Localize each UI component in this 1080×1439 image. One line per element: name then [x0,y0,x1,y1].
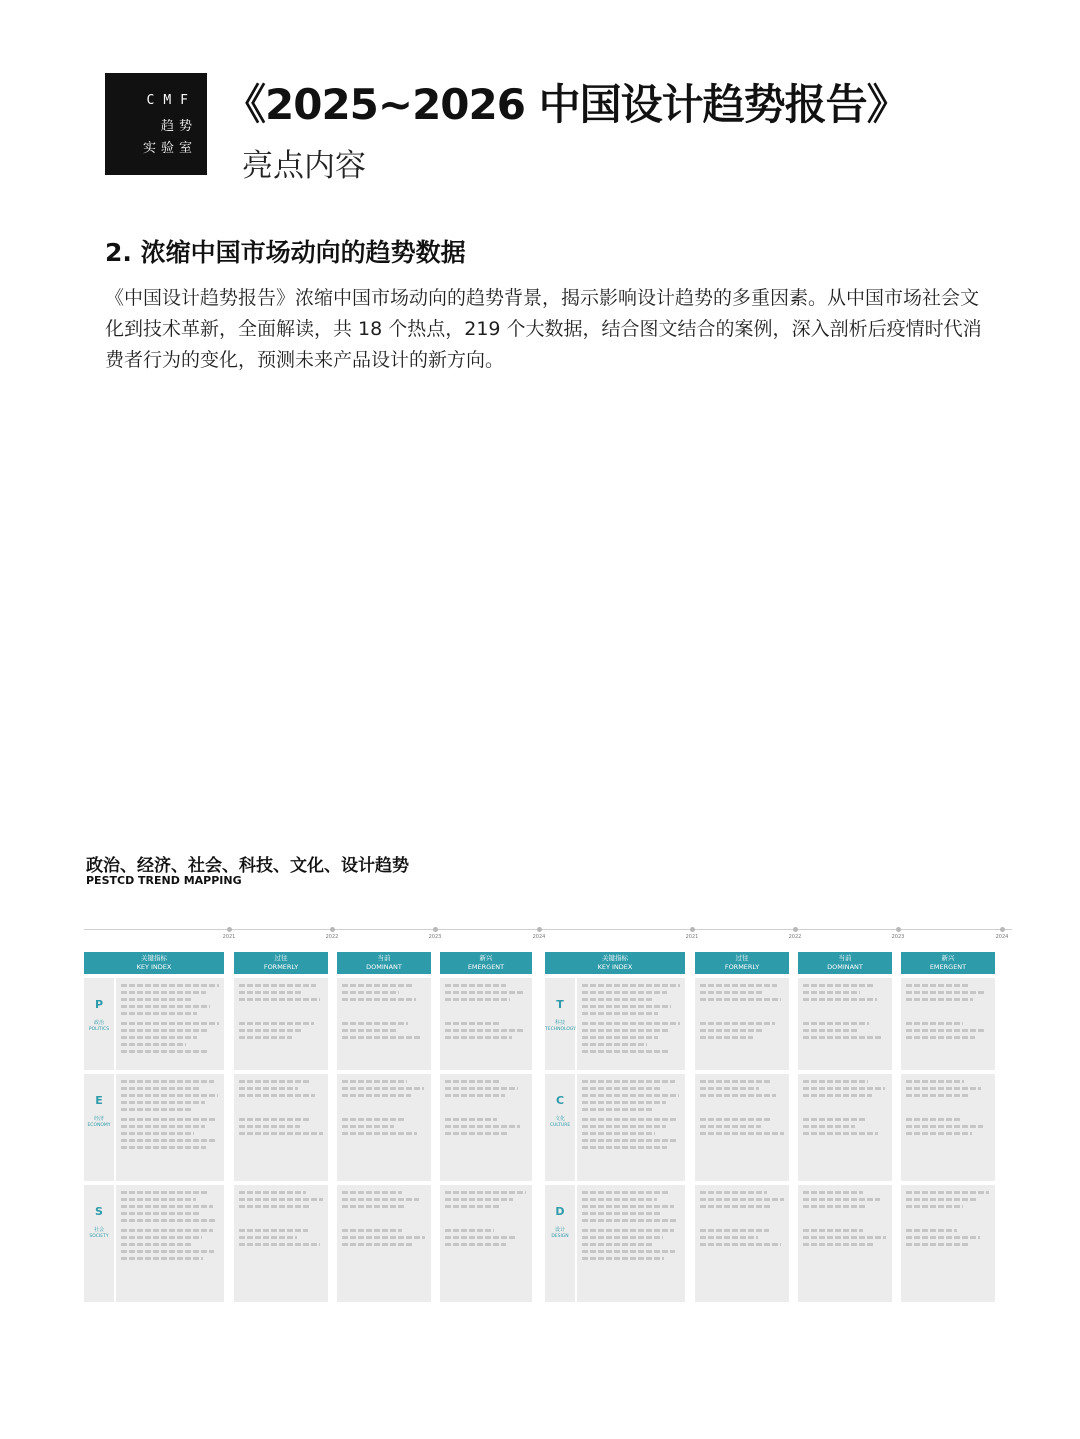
text-placeholder-line [239,1087,298,1090]
text-placeholder-line [121,1022,219,1025]
text-placeholder-line [906,1236,980,1239]
mapping-title: 政治、经济、社会、科技、文化、设计趋势 [86,856,409,876]
text-placeholder-line [445,1118,497,1121]
text-placeholder-line [700,984,777,987]
row-letter: C [555,1094,565,1107]
text-placeholder-line [342,1036,420,1039]
text-placeholder-line [582,1029,669,1032]
trend-cell [695,978,789,1070]
timeline-label: 2024 [532,934,546,940]
text-placeholder-line [445,998,510,1001]
row-label-zh: 社会 [93,1227,104,1233]
column-header-en: DOMINANT [827,963,863,971]
timeline-label: 2021 [685,934,699,940]
text-placeholder-line [700,1229,769,1232]
column-header [337,952,431,974]
row-label-zh: 设计 [554,1227,565,1233]
text-placeholder-line [803,1229,863,1232]
column-header [234,952,328,974]
trend-cell [901,978,995,1070]
timeline-label: 2023 [891,934,905,940]
text-placeholder-line [803,1236,886,1239]
timeline-label: 2023 [428,934,442,940]
text-placeholder-line [803,1087,885,1090]
text-placeholder-line [342,1191,402,1194]
text-placeholder-line [582,991,667,994]
text-placeholder-line [582,1229,674,1232]
column-header-en: FORMERLY [263,963,299,971]
timeline-dot [537,927,542,932]
text-placeholder-line [342,1229,402,1232]
timeline-axis [84,929,1012,930]
trend-cell [234,1074,328,1181]
cmf-logo [105,73,207,175]
row-label-society [84,1185,114,1302]
timeline-label: 2024 [995,934,1009,940]
timeline-dot [1000,927,1005,932]
text-placeholder-line [906,1094,968,1097]
text-placeholder-line [582,1094,679,1097]
column-header-zh: 过往 [735,954,749,962]
column-header-zh: 当前 [377,954,391,962]
text-placeholder-line [121,1005,210,1008]
text-placeholder-line [445,1243,506,1246]
text-placeholder-line [700,1094,776,1097]
row-letter: P [94,998,104,1011]
column-header-zh: 当前 [838,954,852,962]
trend-cell [234,1185,328,1302]
row-label-en: CULTURE [549,1123,571,1128]
row-label-en: SOCIETY [89,1234,109,1239]
row-label-en: ECONOMY [87,1123,111,1128]
text-placeholder-line [803,1205,867,1208]
trend-cell [116,1074,224,1181]
text-placeholder-line [121,1080,214,1083]
trend-cell [798,1074,892,1181]
text-placeholder-line [342,1125,394,1128]
timeline-label: 2022 [325,934,339,940]
trend-cell [440,978,532,1070]
text-placeholder-line [445,1205,500,1208]
pestcd-panel-right [545,952,997,1302]
text-placeholder-line [906,984,969,987]
text-placeholder-line [121,1125,205,1128]
text-placeholder-line [582,1005,671,1008]
text-placeholder-line [121,1219,217,1222]
trend-cell [116,978,224,1070]
trend-cell [695,1074,789,1181]
text-placeholder-line [121,1212,200,1215]
text-placeholder-line [342,1080,407,1083]
text-placeholder-line [445,1080,501,1083]
text-placeholder-line [803,1198,880,1201]
text-placeholder-line [342,1132,417,1135]
trend-cell [798,978,892,1070]
text-placeholder-line [906,1118,960,1121]
text-placeholder-line [906,1191,989,1194]
timeline-label: 2022 [788,934,802,940]
column-header-en: KEY INDEX [597,963,633,971]
mapping-subtitle: PESTCD TREND MAPPING [86,874,242,887]
text-placeholder-line [906,1022,963,1025]
text-placeholder-line [803,1132,878,1135]
text-placeholder-line [239,1036,292,1039]
text-placeholder-line [121,1198,196,1201]
text-placeholder-line [121,1146,206,1149]
column-header [545,952,685,974]
trend-cell [901,1185,995,1302]
text-placeholder-line [239,1191,306,1194]
text-placeholder-line [700,1029,764,1032]
trend-cell [337,1185,431,1302]
text-placeholder-line [803,991,860,994]
text-placeholder-line [700,998,781,1001]
text-placeholder-line [121,1108,192,1111]
text-placeholder-line [342,1087,424,1090]
text-placeholder-line [906,991,986,994]
row-label-economy [84,1074,114,1181]
text-placeholder-line [700,1191,767,1194]
text-placeholder-line [906,1198,976,1201]
trend-cell [337,978,431,1070]
text-placeholder-line [906,1205,963,1208]
text-placeholder-line [582,1043,647,1046]
column-header-zh: 过往 [274,954,288,962]
text-placeholder-line [700,1118,772,1121]
pestcd-panel-left [84,952,532,1302]
text-placeholder-line [121,1029,208,1032]
text-placeholder-line [445,1191,526,1194]
text-placeholder-line [121,1229,213,1232]
text-placeholder-line [582,1243,652,1246]
trend-cell [116,1185,224,1302]
text-placeholder-line [803,1036,881,1039]
timeline-dot [690,927,695,932]
timeline-dot [227,927,232,932]
text-placeholder-line [582,1205,674,1208]
text-placeholder-line [906,1036,975,1039]
text-placeholder-line [445,1022,500,1025]
text-placeholder-line [342,1118,405,1121]
text-placeholder-line [582,1139,678,1142]
text-placeholder-line [700,1205,771,1208]
trend-cell [577,978,685,1070]
text-placeholder-line [121,1139,217,1142]
text-placeholder-line [239,1243,320,1246]
text-placeholder-line [582,1236,663,1239]
trend-cell [440,1185,532,1302]
column-header-zh: 新兴 [479,954,493,962]
trend-cell [234,978,328,1070]
text-placeholder-line [239,991,303,994]
text-placeholder-line [906,1125,983,1128]
column-header-zh: 新兴 [941,954,955,962]
text-placeholder-line [582,998,654,1001]
text-placeholder-line [121,1257,203,1260]
text-placeholder-line [700,1198,784,1201]
column-header-en: FORMERLY [724,963,760,971]
text-placeholder-line [803,1191,863,1194]
text-placeholder-line [700,1243,781,1246]
text-placeholder-line [445,1132,509,1135]
text-placeholder-line [239,1094,315,1097]
text-placeholder-line [582,1250,675,1253]
text-placeholder-line [582,1257,664,1260]
timeline-label: 2021 [222,934,236,940]
row-label-en: POLITICS [88,1027,110,1032]
text-placeholder-line [906,1243,969,1246]
text-placeholder-line [342,991,399,994]
page-title: 《2025~2026 中国设计趋势报告》 [224,80,908,129]
column-header-zh: 关键指标 [141,954,167,962]
text-placeholder-line [700,1080,772,1083]
text-placeholder-line [239,998,320,1001]
row-letter: T [556,998,564,1011]
column-header [84,952,224,974]
text-placeholder-line [121,1243,191,1246]
row-letter: D [555,1205,565,1218]
trend-cell [337,1074,431,1181]
text-placeholder-line [445,1198,513,1201]
row-label-culture [545,1074,575,1181]
text-placeholder-line [445,1029,523,1032]
text-placeholder-line [582,1050,670,1053]
text-placeholder-line [803,984,873,987]
text-placeholder-line [803,1080,868,1083]
column-header [695,952,789,974]
row-letter: S [95,1205,103,1218]
row-label-zh: 科技 [554,1020,565,1026]
text-placeholder-line [121,1043,186,1046]
row-label-technology [545,978,575,1070]
text-placeholder-line [906,998,973,1001]
text-placeholder-line [121,984,219,987]
text-placeholder-line [582,1191,670,1194]
text-placeholder-line [445,1087,518,1090]
text-placeholder-line [700,1022,775,1025]
text-placeholder-line [121,998,193,1001]
text-placeholder-line [803,1094,872,1097]
column-header-en: DOMINANT [366,963,402,971]
column-header [798,952,892,974]
text-placeholder-line [803,1029,858,1032]
row-label-design [545,1185,575,1302]
text-placeholder-line [342,1236,425,1239]
trend-cell [695,1185,789,1302]
column-header-en: EMERGENT [467,963,505,971]
trend-cell [440,1074,532,1181]
text-placeholder-line [445,1094,505,1097]
text-placeholder-line [121,1087,201,1090]
column-header-en: EMERGENT [929,963,967,971]
text-placeholder-line [906,1029,986,1032]
text-placeholder-line [803,1118,866,1121]
text-placeholder-line [700,1132,784,1135]
text-placeholder-line [239,1022,314,1025]
text-placeholder-line [906,1080,964,1083]
text-placeholder-line [445,1036,512,1039]
text-placeholder-line [342,984,412,987]
row-label-en: TECHNOLOGY [545,1027,576,1032]
text-placeholder-line [582,1080,675,1083]
column-header-zh: 关键指标 [602,954,628,962]
text-placeholder-line [582,1118,677,1121]
text-placeholder-line [121,1036,197,1039]
timeline-dot [896,927,901,932]
text-placeholder-line [582,984,680,987]
logo-line-1: CMF [146,93,197,108]
text-placeholder-line [582,1132,655,1135]
page-subtitle: 亮点内容 [242,148,366,184]
text-placeholder-line [342,998,416,1001]
text-placeholder-line [342,1022,408,1025]
text-placeholder-line [121,1250,214,1253]
logo-line-3: 实验室 [142,141,197,156]
text-placeholder-line [239,1118,311,1121]
text-placeholder-line [121,1205,213,1208]
text-placeholder-line [582,1022,680,1025]
text-placeholder-line [700,991,764,994]
text-placeholder-line [906,1087,981,1090]
text-placeholder-line [239,1205,310,1208]
text-placeholder-line [121,1132,194,1135]
row-label-politics [84,978,114,1070]
trend-cell [901,1074,995,1181]
row-label-zh: 政治 [93,1020,104,1026]
text-placeholder-line [121,1236,202,1239]
trend-cell [577,1185,685,1302]
text-placeholder-line [121,991,206,994]
timeline-dot [433,927,438,932]
text-placeholder-line [121,1050,209,1053]
text-placeholder-line [582,1012,658,1015]
text-placeholder-line [906,1132,972,1135]
text-placeholder-line [121,1101,205,1104]
text-placeholder-line [121,1118,216,1121]
text-placeholder-line [700,1087,759,1090]
text-placeholder-line [342,1243,414,1246]
text-placeholder-line [445,991,523,994]
text-placeholder-line [239,1029,303,1032]
column-header [440,952,532,974]
text-placeholder-line [803,1022,869,1025]
text-placeholder-line [239,1229,308,1232]
text-placeholder-line [803,1243,875,1246]
text-placeholder-line [342,1029,397,1032]
text-placeholder-line [582,1212,661,1215]
text-placeholder-line [582,1146,667,1149]
text-placeholder-line [582,1101,666,1104]
trend-cell [798,1185,892,1302]
row-label-zh: 经济 [93,1116,104,1122]
text-placeholder-line [582,1125,666,1128]
text-placeholder-line [239,1236,297,1239]
section-heading: 2. 浓缩中国市场动向的趋势数据 [105,238,466,267]
text-placeholder-line [582,1036,658,1039]
text-placeholder-line [121,1191,209,1194]
text-placeholder-line [445,984,506,987]
text-placeholder-line [700,1236,758,1239]
text-placeholder-line [582,1219,678,1222]
trend-cell [577,1074,685,1181]
text-placeholder-line [239,1198,323,1201]
logo-line-2: 趋势 [160,119,197,134]
text-placeholder-line [239,1080,311,1083]
column-header-en: KEY INDEX [136,963,172,971]
text-placeholder-line [582,1087,662,1090]
text-placeholder-line [121,1094,218,1097]
timeline-dot [330,927,335,932]
section-body: 《中国设计趋势报告》浓缩中国市场动向的趋势背景，揭示影响设计趋势的多重因素。从中国市场社会文化到技术革新，全面解读，共 18 个热点，219 个大数据，结合图文结合的案例，深入剖析后疫情时代消费者行为的变化，预测未来产品设计的新方向。 [105,287,982,371]
row-letter: E [95,1094,103,1107]
text-placeholder-line [582,1198,657,1201]
row-label-en: DESIGN [551,1234,569,1239]
row-label-zh: 文化 [554,1116,565,1122]
text-placeholder-line [700,1125,761,1128]
text-placeholder-line [803,998,877,1001]
column-header [901,952,995,974]
text-placeholder-line [239,1132,323,1135]
text-placeholder-line [906,1229,957,1232]
text-placeholder-line [803,1125,855,1128]
text-placeholder-line [342,1205,406,1208]
text-placeholder-line [582,1108,653,1111]
text-placeholder-line [121,1012,197,1015]
text-placeholder-line [700,1036,753,1039]
text-placeholder-line [239,984,316,987]
text-placeholder-line [342,1198,419,1201]
text-placeholder-line [342,1094,411,1097]
text-placeholder-line [239,1125,300,1128]
text-placeholder-line [445,1125,520,1128]
timeline-dot [793,927,798,932]
text-placeholder-line [445,1236,517,1239]
text-placeholder-line [445,1229,494,1232]
